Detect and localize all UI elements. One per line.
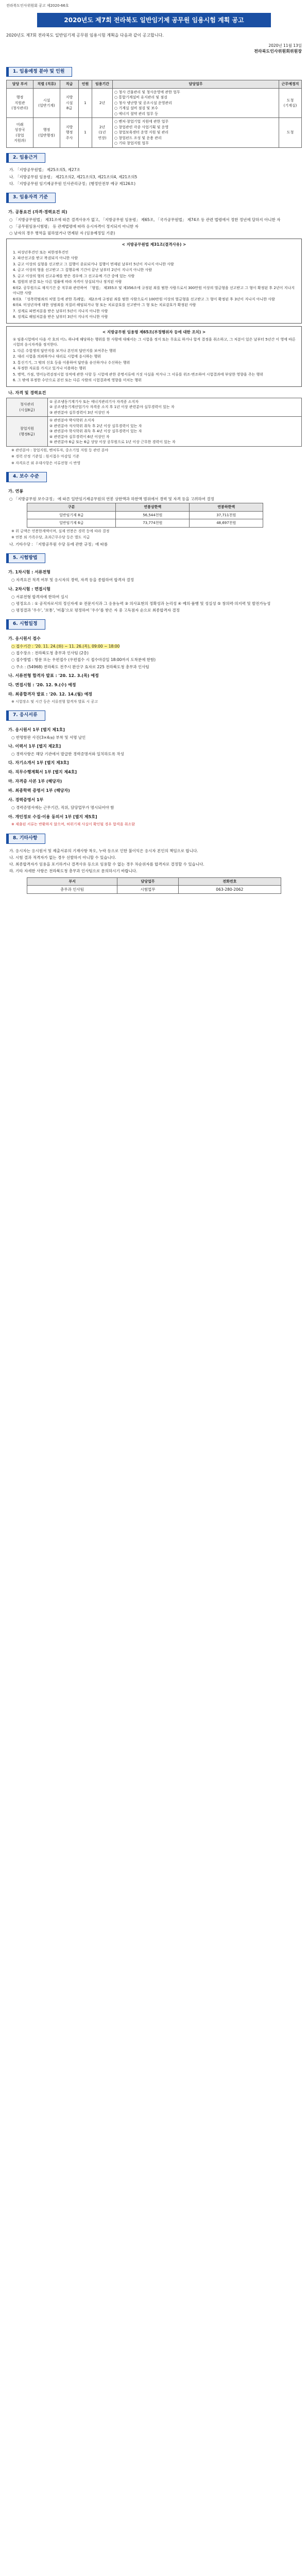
- cell-phone: 063-280-2062: [178, 886, 281, 894]
- box-item: 3. 통신기기, 그 밖의 신호 등을 이용하여 답안을 송신하거나 수신하는 행위: [13, 360, 130, 365]
- other-item: 가. 응시자는 응시원서 및 제출서류의 기재사항 착오, 누락 등으로 인한 불이익은 응시자 본인의 책임으로 합니다.: [9, 848, 198, 853]
- document-item: 아. 개인정보 수집·이용 동의서 1부 [별지 제5호]: [8, 814, 97, 819]
- section-heading-other: 8. 기타사항: [6, 834, 45, 844]
- box-item: 2. 파산선고를 받고 복권되지 아니한 사람: [13, 256, 78, 260]
- allowance-note: 나. 기타수당 : 「지방공무원 수당 등에 관한 규정」에 따름: [9, 541, 108, 547]
- cell-duty: 시험업무: [117, 886, 178, 894]
- table-header: 연봉하한액: [190, 503, 263, 512]
- qualification-note: ※ 자격요건 외 우대사항은 서류전형 시 반영: [11, 461, 81, 465]
- cell-requirement: ① 관련분야 박사학위 소지자 ② 관련분야 석사학위 취득 후 2년 이상 실무경력이 있는 자 ③ 관련분야 학사학위 취득 후 4년 이상 실무경력이 있는 자 ④ 관련분야 실무경력이 6년 이상인 자 ⑤ 관련분야 6급 또는 6급 상당 이상 공무원으로 1년 이상 근무한 경력이 있는 자: [48, 417, 302, 447]
- exam-detail: ○ 서류전형 합격자에 한하여 실시: [11, 594, 69, 599]
- box-title: < 지방공무원 임용령 제65조(부정행위자 등에 대한 조치) >: [102, 329, 206, 334]
- box-item: 6. 법원의 판결 또는 다른 법률에 따라 자격이 상실되거나 정지된 사람: [13, 280, 122, 284]
- box-item: 6의2. 공무원으로 재직기간 중 직무와 관련하여 「형법」 제355조 및 제356조에 규정된 죄를 범한 사람으로서 300만원 이상의 벌금형을 선고받고 그 형이 확정된 후 2년이 지나지 아니한 사람: [13, 285, 295, 295]
- box-item: 4. 부정한 자료를 가지고 있거나 이용하는 행위: [13, 366, 86, 371]
- table-header: 부서: [27, 877, 117, 886]
- cell-dept: 총무과 인사팀: [27, 886, 117, 894]
- cell-dept: 행정 지원관 (청사관리): [7, 88, 33, 118]
- box-item: 6. 그 밖에 부정한 수단으로 본인 또는 다른 사람의 시험결과에 영향을 미치는 행위: [13, 378, 142, 383]
- box-item: 1. 피성년후견인 또는 피한정후견인: [13, 250, 69, 255]
- cell-requirement: ① 공조냉동기계기사 또는 에너지관리기사 자격증 소지자 ② 공조냉동기계산업기사 자격증 소지 후 1년 이상 관련분야 실무경력이 있는 자 ③ 관련분야 실무경력이 3년 이상인 자: [48, 398, 302, 417]
- cell-dept: 미래 성장국 (창업 지원과): [7, 118, 33, 148]
- schedule-step: 나. 서류전형 합격자 발표 : '20. 12. 3.(목) 예정: [8, 673, 99, 678]
- section-heading-qualifications: 3. 임용자격 기준: [6, 193, 56, 203]
- section-heading-salary: 4. 보수 수준: [6, 472, 47, 482]
- issuer-name: 전라북도인사위원회위원장: [254, 48, 302, 54]
- schedule-detail: ○ 접수장소 : 전라북도청 총무과 인사팀 (2층): [11, 651, 89, 655]
- schedule-note: ※ 시험장소 및 시간 등은 서류전형 합격자 발표 시 공고: [11, 699, 98, 704]
- schedule-detail: [11, 643, 302, 649]
- common-requirements-heading: 가. 공통요건 (자격·경력요건 외): [8, 209, 67, 214]
- table-row: [27, 511, 263, 519]
- document-item: 마. 자격증 사본 1부 (해당자): [8, 779, 62, 784]
- exam-detail: ○ 평정결과 '우수', '보통', '미흡'으로 평정하여 '우수'를 받은 자 중 고득점자 순으로 최종합격자 결정: [11, 608, 180, 613]
- section-heading-positions: 1. 임용예정 분야 및 인원: [6, 67, 72, 77]
- document-item: 바. 최종학력 증명서 1부 (해당자): [8, 788, 70, 793]
- table-header: 근무예정지: [279, 80, 302, 89]
- table-header: 전화번호: [178, 877, 281, 886]
- box-item: 4. 금고 이상의 형을 선고받고 그 집행유예 기간이 끝난 날부터 2년이 지나지 아니한 사람: [13, 268, 152, 272]
- section-heading-legal-basis: 2. 임용근거: [6, 153, 45, 163]
- schedule-detail: ○ 주소 : (54968) 전라북도 전주시 완산구 효자로 225 전라북도청 총무과 인사팀: [11, 664, 149, 669]
- other-item: 라. 기타 자세한 사항은 전라북도청 총무과 인사팀으로 문의하시기 바랍니다.: [9, 869, 138, 874]
- schedule-detail: ○ 접수방법 : 방문 또는 우편접수 (우편접수 시 접수마감일 18:00까지 도착분에 한함): [11, 657, 156, 663]
- cell-grade: 일반임기제 8급: [27, 511, 116, 519]
- document-detail: ○ 경력사항은 해당 기관에서 발급한 경력증명서와 일치하도록 작성: [11, 752, 124, 756]
- table-row: [7, 88, 302, 118]
- page-title: 2020년도 제7회 전라북도 일반임기제 공무원 임용시험 계획 공고: [37, 13, 271, 27]
- contact-table: [27, 877, 281, 894]
- notice-page: [0, 0, 308, 904]
- legal-basis-item: 가. 「지방공무원법」 제25조의5, 제27조: [9, 167, 80, 173]
- other-item: 나. 시험 결과 적격자가 없는 경우 선발하지 아니할 수 있습니다.: [9, 855, 116, 860]
- box-item: 6의4. 미성년자에 대한 성범죄를 저질러 해임되거나 형 또는 치료감호를 선고받아 그 형 또는 치료감호가 확정된 사람: [13, 303, 196, 307]
- cell-grade: 일반임기제 6급: [27, 519, 116, 528]
- misconduct-box: [6, 326, 302, 387]
- legal-basis-item: 나. 「지방공무원 임용령」 제21조의2, 제21조의3, 제21조의4, 제21조의5: [9, 174, 138, 179]
- exam-detail: ○ 자격요건 적격 여부 및 응시자의 경력, 자격 등을 종합하여 합격자 결정: [11, 578, 134, 583]
- notice-date: 2020년 11월 13일: [268, 43, 302, 48]
- box-item: 5. 금고 이상의 형의 선고유예를 받은 경우에 그 선고유예 기간 중에 있는 사람: [13, 274, 135, 278]
- document-item: 라. 직무수행계획서 1부 [별지 제4호]: [8, 770, 77, 775]
- section-heading-exam-method: 5. 시험방법: [6, 553, 45, 564]
- cell-period: 2년 (1년 연장): [92, 118, 113, 148]
- document-detail: ○ 반명함판 사진(3×4㎝) 부착 및 서명 날인: [11, 735, 86, 740]
- cell-max: 73,774천원: [116, 519, 190, 528]
- cell-min: 37,711천원: [190, 511, 263, 519]
- schedule-period: ○ 접수기간 : '20. 11. 24.(화) ~ 11. 26.(목), 09:00 ~ 18:00: [11, 643, 120, 649]
- box-item: 2. 대리 시험을 의뢰하거나 대리로 시험에 응시하는 행위: [13, 354, 101, 359]
- document-item: 나. 이력서 1부 [별지 제2호]: [8, 744, 61, 749]
- exam-step: 나. 2차시험 : 면접시험: [8, 586, 50, 591]
- requirement-item: ○ 「공무원임용시험령」 등 관계법령에 따라 응시자격이 정지되지 아니한 자: [9, 224, 139, 229]
- table-header: 직렬 (직류): [33, 80, 60, 89]
- table-header: 임용기간: [92, 80, 113, 89]
- cell-grade: 지방 시설 8급: [60, 88, 79, 118]
- table-header: 연봉상한액: [116, 503, 190, 512]
- exam-step: 가. 1차시험 : 서류전형: [8, 570, 50, 575]
- section-heading-documents: 7. 응시서류: [6, 710, 45, 721]
- schedule-step: 라. 최종합격자 발표 : '20. 12. 14.(월) 예정: [8, 691, 93, 697]
- table-header: 담당 부서: [7, 80, 33, 89]
- box-item: 3. 금고 이상의 실형을 선고받고 그 집행이 종료되거나 집행이 면제된 날부터 5년이 지나지 아니한 사람: [13, 262, 174, 266]
- cell-grade: 지방 행정 주사: [60, 118, 79, 148]
- cell-series: 시설 (일반기계): [33, 88, 60, 118]
- document-item: 가. 응시원서 1부 [별지 제1호]: [8, 727, 65, 732]
- notice-number: 전라북도인사위원회 공고 제2020-66호: [6, 4, 69, 8]
- document-item: 사. 경력증명서 1부: [8, 798, 44, 803]
- table-header: 담당업무: [117, 877, 178, 886]
- salary-note: ○ 「지방공무원 보수규정」 에 따른 일반임기제공무원의 연봉 상한액과 하한액 범위에서 경력 및 자격 등을 고려하여 결정: [9, 496, 214, 501]
- table-header: 담당업무: [113, 80, 279, 89]
- table-row: [27, 886, 281, 894]
- requirement-item: ○ 「지방공무원법」 제31조에 따른 결격사유가 없고, 「지방공무원 임용령」 제65조, 「국가공무원법」 제74조 등 관련 법령에서 정한 정년에 달하지 아니한 자: [9, 217, 281, 222]
- other-item: 다. 최종합격자가 임용을 포기하거나 결격사유 등으로 임용할 수 없는 경우 차순위자를 합격자로 결정할 수 있습니다.: [9, 862, 204, 867]
- document-warning: ※ 제출된 서류는 반환하지 않으며, 허위기재 사실이 확인될 경우 합격을 취소함: [11, 822, 135, 826]
- qualification-requirements-heading: 나. 자격 및 경력요건: [8, 390, 46, 395]
- table-header: 인원: [79, 80, 92, 89]
- box-item: 7. 징계로 파면처분을 받은 날부터 5년이 지나지 아니한 사람: [13, 309, 108, 313]
- cell-count: 1: [79, 118, 92, 148]
- document-item: 다. 자기소개서 1부 [별지 제3호]: [8, 760, 69, 766]
- box-item: 1. 다른 수험생의 답안지를 보거나 본인의 답안지를 보여주는 행위: [13, 348, 116, 353]
- cell-period: 2년: [92, 88, 113, 118]
- positions-table: [6, 80, 302, 148]
- cell-place: 도청 (기계실): [279, 88, 302, 118]
- table-row: [7, 398, 302, 417]
- document-detail: ○ 경력증명서에는 근무기간, 직위, 담당업무가 명시되어야 함: [11, 805, 114, 810]
- cell-min: 48,697천원: [190, 519, 263, 528]
- cell-duties: ○ 벤처·창업기업 지원에 관한 업무 ○ 창업관련 각종 사업기획 및 운영 ○ 창업보육센터 운영 지원 및 관리 ○ 창업펀드 조성 및 운용 관리 ○ 기타 창업지원 업무: [113, 118, 279, 148]
- salary-footnote: ※ 연봉 외 가족수당, 초과근무수당 등은 별도 지급: [11, 535, 90, 539]
- cell-duties: ○ 청사 건물관리 및 청사운영에 관한 업무 ○ 통합기계설비 유지관리 및 점검 ○ 청사 냉난방 및 공조시설 운영관리 ○ 기계실 설비 점검 및 보수 ○ 에너지 절약 관리 업무 등: [113, 88, 279, 118]
- section-heading-schedule: 6. 시험일정: [6, 619, 45, 630]
- box-item: 5. 병역, 가점, 영어능력검정시험 성적에 관한 사항 등 시험에 관한 증명서류에 거짓 사실을 적거나 그 서류를 위조·변조하여 시험결과에 부당한 영향을 주는 행위: [13, 372, 264, 377]
- box-item: ① 임용시험에서 다음 각 호의 어느 하나에 해당하는 행위를 한 사람에 대해서는 그 시험을 정지 또는 무효로 하거나 합격 결정을 취소하고, 그 처분이 있은 날부터 5년간 이 영에 따른 시험의 응시자격을 정지한다.: [13, 337, 296, 347]
- cell-max: 56,544천원: [116, 511, 190, 519]
- table-header: 구분: [27, 503, 116, 512]
- schedule-step: 다. 면접시험 : '20. 12. 9.(수) 예정: [8, 682, 76, 687]
- salary-table: [27, 503, 263, 528]
- requirement-item: ○ 남자의 경우 병역을 필하였거나 면제된 자 (임용예정일 기준): [9, 231, 115, 235]
- box-title: < 지방공무원법 제31조(결격사유) >: [122, 242, 186, 247]
- table-row: [7, 417, 302, 447]
- intro-text: 2020년도 제7회 전라북도 일반임기제 공무원 임용시험 계획을 다음과 같이 공고합니다.: [6, 32, 164, 38]
- salary-footnote: ※ 위 금액은 연봉한계액이며, 실제 연봉은 경력 등에 따라 결정: [11, 529, 110, 533]
- disqualification-box: [6, 239, 302, 323]
- cell-count: 1: [79, 88, 92, 118]
- legal-basis-item: 다. 「지방공무원 임기제공무원 인사관리규정」(행정안전부 예규 제126호): [9, 181, 136, 186]
- box-item: 8. 징계로 해임처분을 받은 날부터 3년이 지나지 아니한 사람: [13, 315, 108, 319]
- qualification-note: ※ 관련분야 : 창업지원, 벤처투자, 중소기업 지원 등 관련 분야: [11, 448, 109, 452]
- cell-field: 청사관리 (시설8급): [7, 398, 48, 417]
- cell-field: 창업지원 (행정6급): [7, 417, 48, 447]
- exam-detail: ○ 평정요소 : ① 공직자로서의 정신자세 ② 전문지식과 그 응용능력 ③ 의사표현의 정확성과 논리성 ④ 예의·품행 및 성실성 ⑤ 창의력·의지력 및 발전가능성: [11, 601, 271, 606]
- box-item: 6의3. 「성폭력범죄의 처벌 등에 관한 특례법」 제2조에 규정된 죄를 범한 사람으로서 100만원 이상의 벌금형을 선고받고 그 형이 확정된 후 3년이 지나지 아니한 사람: [13, 297, 275, 301]
- qualification-note: ※ 경력 산정 기준일 : 원서접수 마감일 기준: [11, 454, 79, 459]
- schedule-step: 가. 응시원서 접수: [8, 636, 41, 641]
- table-header: 직급: [60, 80, 79, 89]
- table-row: [27, 519, 263, 528]
- salary-heading: 가. 연봉: [8, 488, 24, 494]
- cell-place: 도청: [279, 118, 302, 148]
- qualification-table: [6, 398, 302, 447]
- cell-series: 행정 (일반행정): [33, 118, 60, 148]
- table-row: [7, 118, 302, 148]
